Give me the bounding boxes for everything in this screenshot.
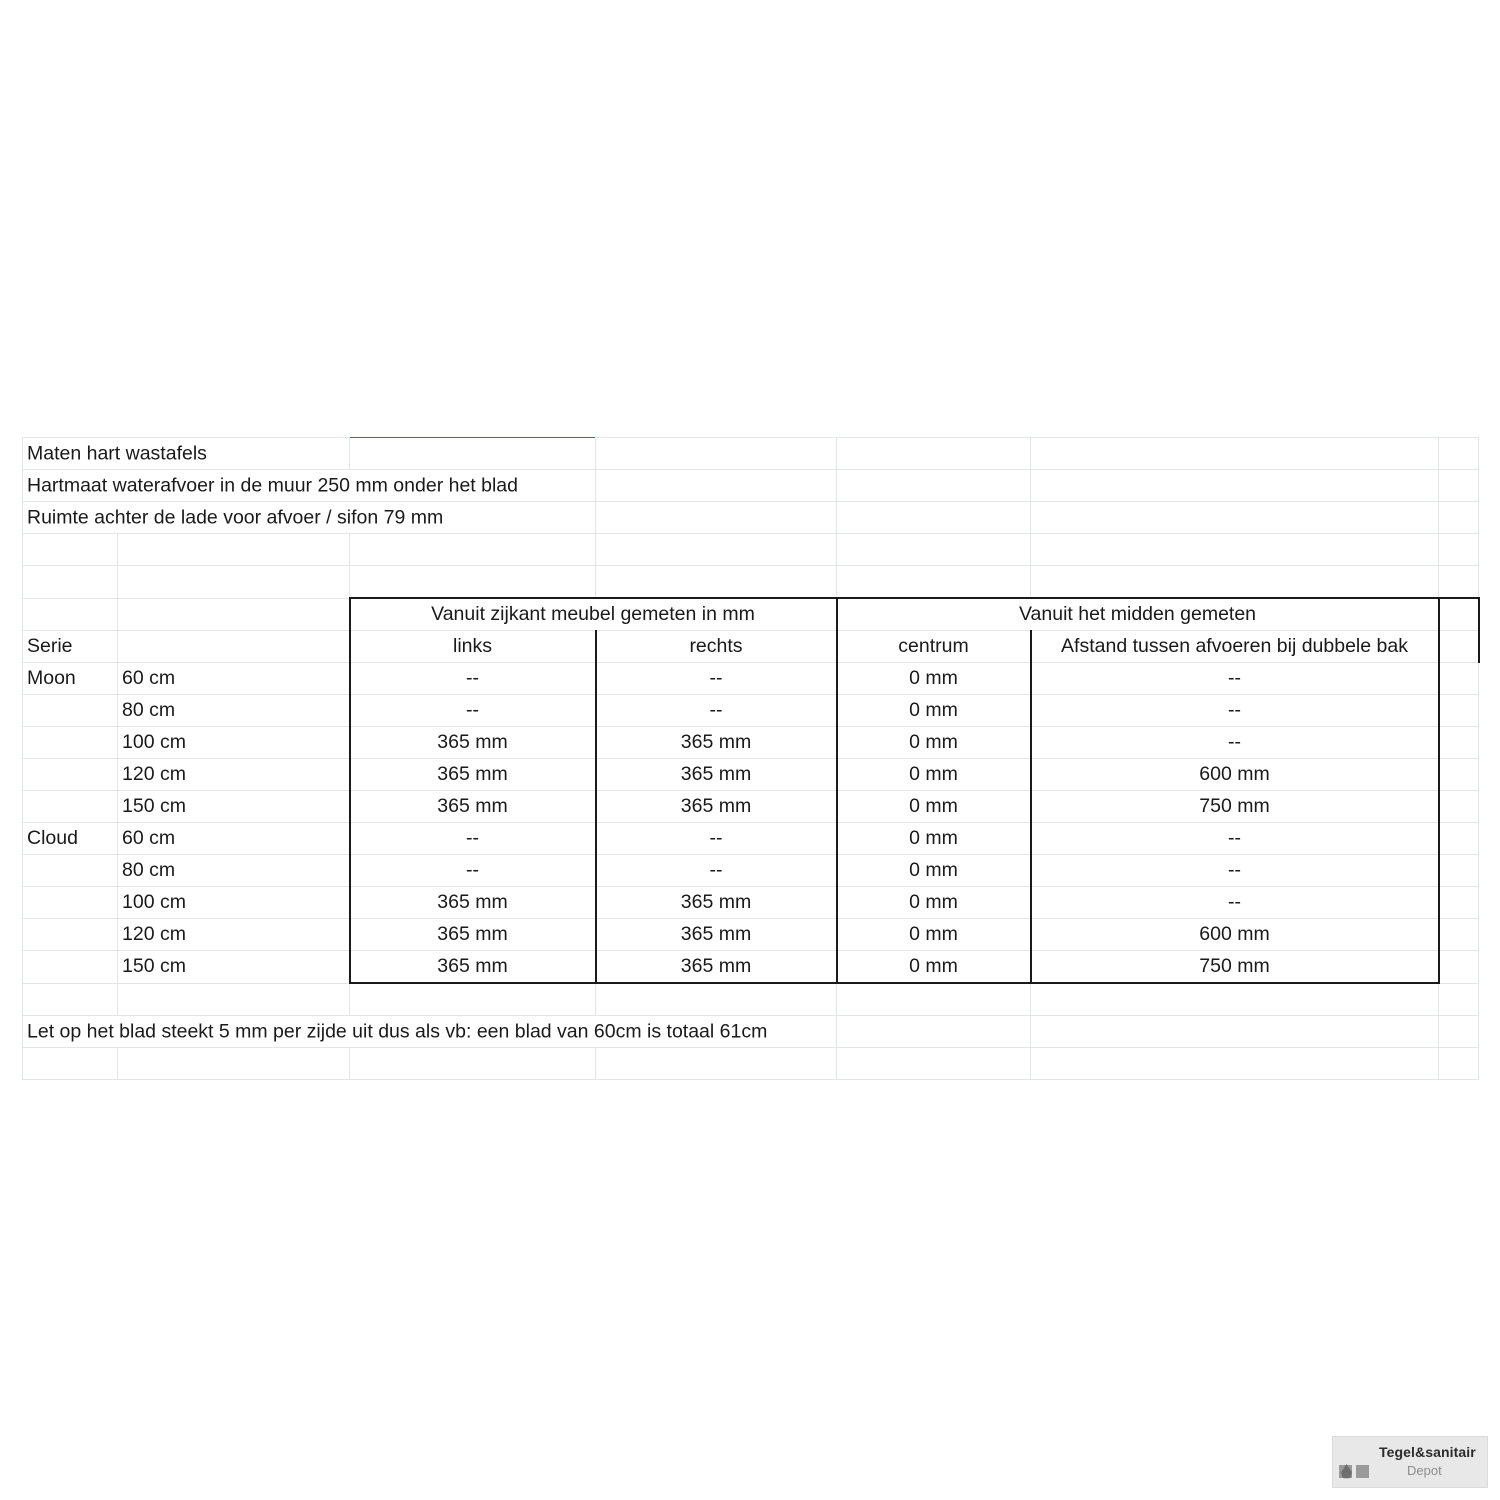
cell-serie [23,695,118,727]
empty-cell [118,566,350,599]
col-header-centrum: centrum [837,631,1031,663]
cell-afstand: -- [1031,887,1439,919]
empty-cell [350,983,596,1016]
empty-cell [837,983,1031,1016]
cell-afstand: -- [1031,855,1439,887]
cell-afstand: 600 mm [1031,759,1439,791]
empty-cell [1031,534,1439,566]
title-cell-1: Maten hart wastafels [23,438,350,470]
cell-serie [23,855,118,887]
table-row [23,759,1479,791]
cell-centrum: 0 mm [837,695,1031,727]
cell-centrum: 0 mm [837,951,1031,984]
title-cell-3: Ruimte achter de lade voor afvoer / sifon 79 mm [23,502,596,534]
empty-cell [1439,598,1479,631]
cell-centrum: 0 mm [837,759,1031,791]
cell-maat: 80 cm [118,855,350,887]
cell-links: -- [350,823,596,855]
empty-cell [1439,951,1479,984]
cell-links: -- [350,663,596,695]
cell-maat: 150 cm [118,791,350,823]
watermark-text [1379,1437,1487,1487]
cell-links: -- [350,855,596,887]
col-header-links: links [350,631,596,663]
empty-cell [1031,1048,1439,1080]
empty-cell [1439,759,1479,791]
cell-rechts: -- [596,823,837,855]
empty-cell [837,438,1031,470]
title-row-3 [23,502,1479,534]
cell-centrum: 0 mm [837,919,1031,951]
cell-centrum: 0 mm [837,727,1031,759]
table-row [23,695,1479,727]
cell-maat: 60 cm [118,823,350,855]
watermark-logo [1332,1436,1488,1488]
cell-serie: Moon [23,663,118,695]
empty-cell [350,534,596,566]
cell-afstand: -- [1031,695,1439,727]
cell-rechts: 365 mm [596,791,837,823]
empty-cell [1439,695,1479,727]
empty-cell [1439,438,1479,470]
empty-cell [1031,1016,1439,1048]
cell-links: 365 mm [350,791,596,823]
cell-centrum: 0 mm [837,887,1031,919]
column-header-row [23,631,1479,663]
blank-row [23,1048,1479,1080]
empty-cell [1439,631,1479,663]
table-row [23,951,1479,984]
empty-cell [1439,663,1479,695]
table-row [23,823,1479,855]
empty-cell [1439,855,1479,887]
col-header-rechts: rechts [596,631,837,663]
empty-cell [1439,470,1479,502]
group-header-center: Vanuit het midden gemeten [837,598,1439,631]
cell-maat: 120 cm [118,759,350,791]
cell-centrum: 0 mm [837,663,1031,695]
title-cell-2: Hartmaat waterafvoer in de muur 250 mm onder het blad [23,470,596,502]
spreadsheet-area [22,437,1478,1080]
cell-afstand: 750 mm [1031,791,1439,823]
empty-cell [837,1016,1031,1048]
watermark-subtitle: Depot [1407,1463,1442,1478]
empty-cell [118,983,350,1016]
empty-cell [23,598,118,631]
empty-cell [596,566,837,599]
blank-row [23,983,1479,1016]
cell-afstand: -- [1031,823,1439,855]
col-header-serie: Serie [23,631,118,663]
empty-cell [350,566,596,599]
cell-serie [23,951,118,984]
empty-cell [23,566,118,599]
empty-cell [596,1048,837,1080]
empty-cell [837,566,1031,599]
cell-rechts: 365 mm [596,727,837,759]
watermark-mark [1333,1437,1379,1487]
cell-serie [23,919,118,951]
empty-cell [1031,983,1439,1016]
empty-cell [1439,502,1479,534]
title-row-1 [23,438,1479,470]
cell-maat: 80 cm [118,695,350,727]
empty-cell [1439,534,1479,566]
table-row [23,855,1479,887]
empty-cell [1031,502,1439,534]
empty-cell [837,534,1031,566]
blank-row [23,534,1479,566]
blank-row [23,566,1479,599]
footnote-row [23,1016,1479,1048]
cell-links: 365 mm [350,759,596,791]
empty-cell [118,598,350,631]
empty-cell [596,438,837,470]
title-row-2 [23,470,1479,502]
table-row [23,791,1479,823]
cell-maat: 100 cm [118,727,350,759]
cell-maat: 100 cm [118,887,350,919]
group-header-side: Vanuit zijkant meubel gemeten in mm [350,598,837,631]
empty-cell [596,470,837,502]
table-row [23,887,1479,919]
cell-links: -- [350,695,596,727]
empty-cell [1439,791,1479,823]
col-header-afstand: Afstand tussen afvoeren bij dubbele bak [1031,631,1439,663]
empty-cell [1439,566,1479,599]
cell-serie [23,759,118,791]
cell-links: 365 mm [350,887,596,919]
cell-links: 365 mm [350,919,596,951]
empty-cell [118,1048,350,1080]
cell-afstand: -- [1031,727,1439,759]
cell-centrum: 0 mm [837,791,1031,823]
empty-cell [350,1048,596,1080]
cell-rechts: 365 mm [596,919,837,951]
cell-centrum: 0 mm [837,855,1031,887]
table-row [23,663,1479,695]
spreadsheet-grid [22,437,1480,1080]
empty-cell [596,534,837,566]
group-header-row [23,598,1479,631]
empty-cell [350,438,596,470]
cell-maat: 150 cm [118,951,350,984]
empty-cell [837,470,1031,502]
cell-serie [23,727,118,759]
empty-cell [1439,919,1479,951]
cell-rechts: 365 mm [596,951,837,984]
empty-cell [1031,566,1439,599]
empty-cell [1031,470,1439,502]
empty-cell [1439,887,1479,919]
cell-rechts: -- [596,855,837,887]
empty-cell [837,502,1031,534]
cell-links: 365 mm [350,951,596,984]
empty-cell [23,534,118,566]
col-header-maat [118,631,350,663]
square-icon [1356,1465,1369,1478]
cell-afstand: 750 mm [1031,951,1439,984]
cell-serie [23,791,118,823]
empty-cell [596,983,837,1016]
empty-cell [118,534,350,566]
empty-cell [1439,727,1479,759]
cell-afstand: 600 mm [1031,919,1439,951]
cell-afstand: -- [1031,663,1439,695]
empty-cell [1439,1048,1479,1080]
cell-serie: Cloud [23,823,118,855]
empty-cell [23,1048,118,1080]
empty-cell [1439,823,1479,855]
cell-maat: 60 cm [118,663,350,695]
empty-cell [1439,1016,1479,1048]
table-row [23,727,1479,759]
cell-centrum: 0 mm [837,823,1031,855]
cell-rechts: 365 mm [596,759,837,791]
watermark-title: Tegel&sanitair [1379,1444,1476,1460]
cell-rechts: -- [596,663,837,695]
cell-serie [23,887,118,919]
cell-rechts: -- [596,695,837,727]
empty-cell [1031,438,1439,470]
table-row [23,919,1479,951]
empty-cell [1439,983,1479,1016]
footnote-cell: Let op het blad steekt 5 mm per zijde uit dus als vb: een blad van 60cm is totaal 61cm [23,1016,837,1048]
empty-cell [837,1048,1031,1080]
cell-maat: 120 cm [118,919,350,951]
empty-cell [23,983,118,1016]
cell-rechts: 365 mm [596,887,837,919]
empty-cell [596,502,837,534]
cell-links: 365 mm [350,727,596,759]
